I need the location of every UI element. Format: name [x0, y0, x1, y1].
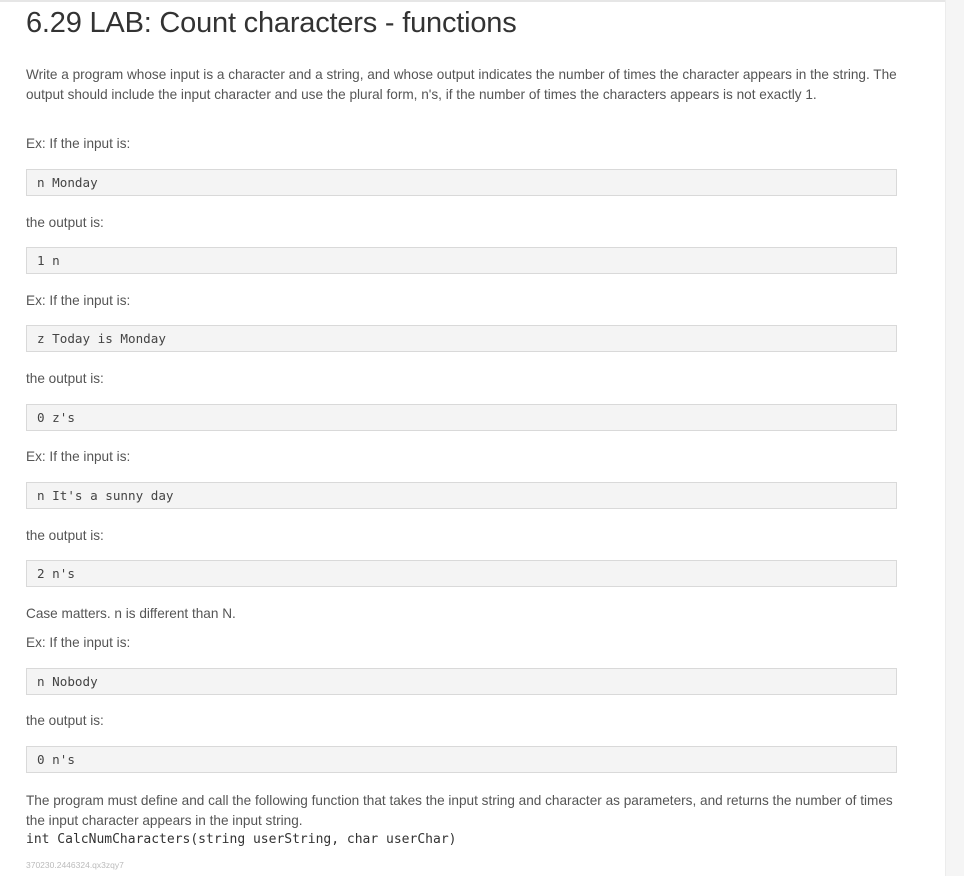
- example-input-label: Ex: If the input is:: [26, 449, 131, 464]
- example-output-code: 2 n's: [26, 560, 897, 587]
- example-output-code: 1 n: [26, 247, 897, 274]
- function-signature: int CalcNumCharacters(string userString, char userChar): [26, 832, 457, 847]
- top-divider: [0, 0, 945, 2]
- example-input-code: n Nobody: [26, 668, 897, 695]
- example-input-code: n It's a sunny day: [26, 482, 897, 509]
- function-description: The program must define and call the following function that takes the input string and character as parameters, and returns the number of times the input character appears in the input string.: [26, 793, 893, 828]
- vertical-scrollbar[interactable]: [945, 0, 964, 876]
- case-note: Case matters. n is different than N.: [26, 606, 236, 621]
- example-input-code: z Today is Monday: [26, 325, 897, 352]
- example-output-code: 0 z's: [26, 404, 897, 431]
- example-output-label: the output is:: [26, 713, 104, 728]
- example-input-code: n Monday: [26, 169, 897, 196]
- footer-id: 370230.2446324.qx3zqy7: [26, 860, 124, 870]
- example-output-label: the output is:: [26, 371, 104, 386]
- example-output-code: 0 n's: [26, 746, 897, 773]
- example-output-label: the output is:: [26, 215, 104, 230]
- problem-description: Write a program whose input is a character and a string, and whose output indicates the number of times the character appears in the string. The output should include the input character and use the plural form, n's, if the number of times the characters appears is not exactly 1.: [26, 67, 897, 102]
- example-output-label: the output is:: [26, 528, 104, 543]
- example-input-label: Ex: If the input is:: [26, 136, 131, 151]
- page-title: 6.29 LAB: Count characters - functions: [26, 7, 517, 39]
- example-input-label: Ex: If the input is:: [26, 293, 131, 308]
- example-input-label: Ex: If the input is:: [26, 635, 131, 650]
